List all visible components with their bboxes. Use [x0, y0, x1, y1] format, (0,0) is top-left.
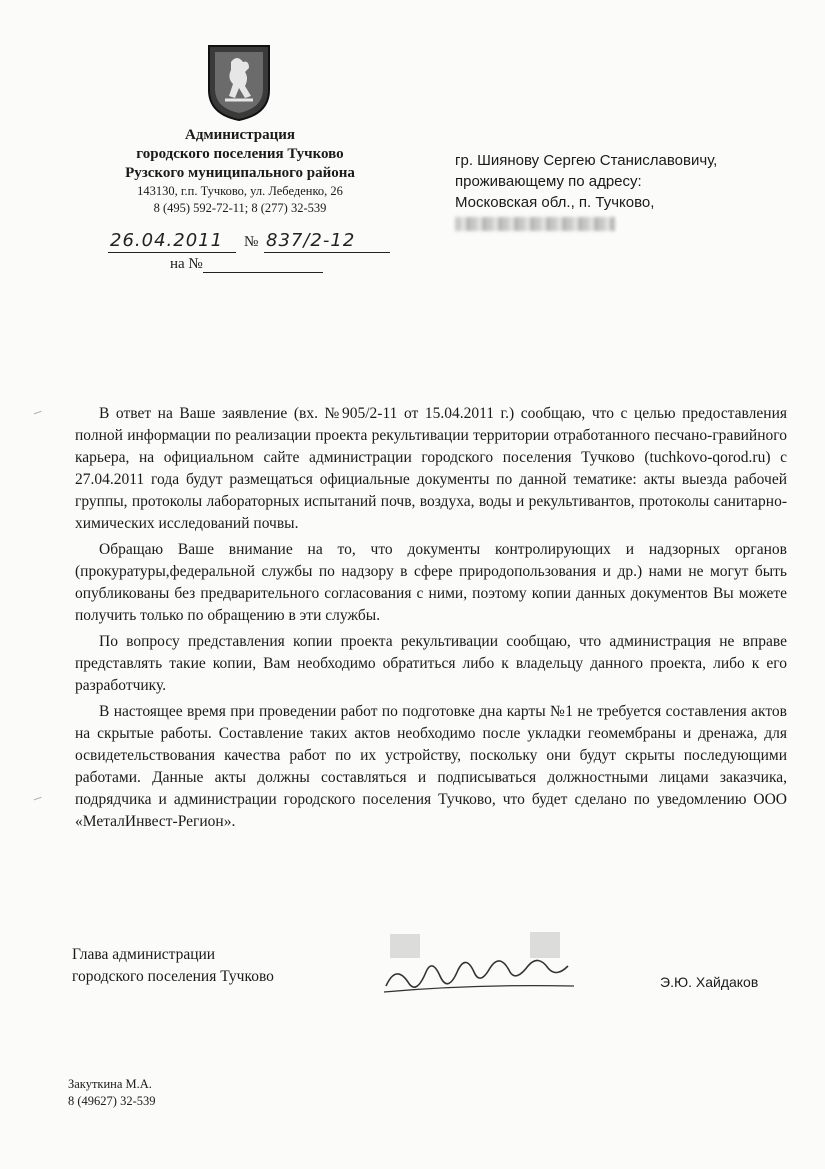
- redacted-address: [455, 217, 615, 231]
- reply-to-line: [170, 256, 323, 273]
- org-address: 143130, г.п. Тучково, ул. Лебеденко, 26: [137, 184, 343, 198]
- org-name-line3: Рузского муниципального района: [125, 165, 355, 181]
- body-paragraph-3: По вопросу представления копии проекта рекультивации сообщаю, что администрация не вправе представлять такие копии, Вам необходимо обратиться либо к владельцу данного проекта, либо к его разработчику.: [75, 633, 787, 694]
- body-paragraph-1: В ответ на Ваше заявление (вх. №905/2-11 от 15.04.2011 г.) сообщаю, что с целью предоставления полной информации по реализации проекта рекультивации территории отработанного песчано-гравийного карьера, на официальном сайте администрации городского поселения Тучково (tuchkovo-qorod.ru) с 27.04.2011 года будут размещаться официальные документы по данной тематике: акты выезда рабочей группы, протоколы лабораторных испытаний почв, воздуха, воды и рекультивантов, протоколы санитарно-химических исследований почвы.: [75, 405, 787, 532]
- recipient-line2: проживающему по адресу:: [455, 173, 642, 190]
- body-paragraph-2: Обращаю Ваше внимание на то, что документы контролирующих и надзорных органов (прокуратуры,федеральной службы по надзору в сфере природопользования и др.) нами не могут быть опубликованы без предварительного согласования с ними, поэтому копии данных документов Вы можете получить только по обращению в эти службы.: [75, 541, 787, 624]
- org-name-line2: городского поселения Тучково: [136, 146, 344, 162]
- recipient-line1: гр. Шиянову Сергею Станиславовичу,: [455, 152, 718, 169]
- punch-mark: [34, 411, 43, 417]
- date-underline: [108, 252, 236, 253]
- executor-block: [68, 1076, 156, 1110]
- signatory-title: [72, 944, 274, 988]
- letter-number: 837/2-12: [266, 230, 356, 251]
- registration-line: [108, 230, 388, 258]
- signatory-title-line1: Глава администрации: [72, 946, 216, 963]
- signatory-title-line2: городского поселения Тучково: [72, 968, 274, 985]
- letter-body: [75, 403, 787, 837]
- recipient-block: [455, 150, 775, 237]
- number-underline: [264, 252, 390, 253]
- body-paragraph-4: В настоящее время при проведении работ по подготовке дна карты №1 не требуется составления актов на скрытые работы. Составление таких актов необходимо после укладки геомембраны и дренажа, для освидетельствования качества работ по их устройству, поскольку они будут скрыты последующими работами. Данные акты должны составляться и подписываться должностными лицами заказчика, подрядчика и администрации городского поселения Тучково, что будет сделано по уведомлению ООО «МеталИнвест-Регион».: [75, 703, 787, 830]
- org-phones: 8 (495) 592-72-11; 8 (277) 32-539: [153, 201, 327, 215]
- number-sign: №: [244, 234, 259, 250]
- org-name-line1: Администрация: [184, 127, 296, 143]
- reply-to-label: на №: [170, 256, 203, 272]
- executor-name: Закуткина М.А.: [68, 1077, 152, 1091]
- sender-block: [95, 126, 385, 217]
- letter-date: 26.04.2011: [110, 230, 224, 251]
- executor-phone: 8 (49627) 32-539: [68, 1094, 156, 1108]
- reply-to-underline: [203, 258, 323, 273]
- punch-mark: [34, 797, 43, 803]
- signatory-name: Э.Ю. Хайдаков: [660, 974, 759, 990]
- recipient-line3: Московская обл., п. Тучково,: [455, 194, 655, 211]
- coat-of-arms-icon: [205, 42, 273, 122]
- handwritten-signature: [380, 930, 580, 1010]
